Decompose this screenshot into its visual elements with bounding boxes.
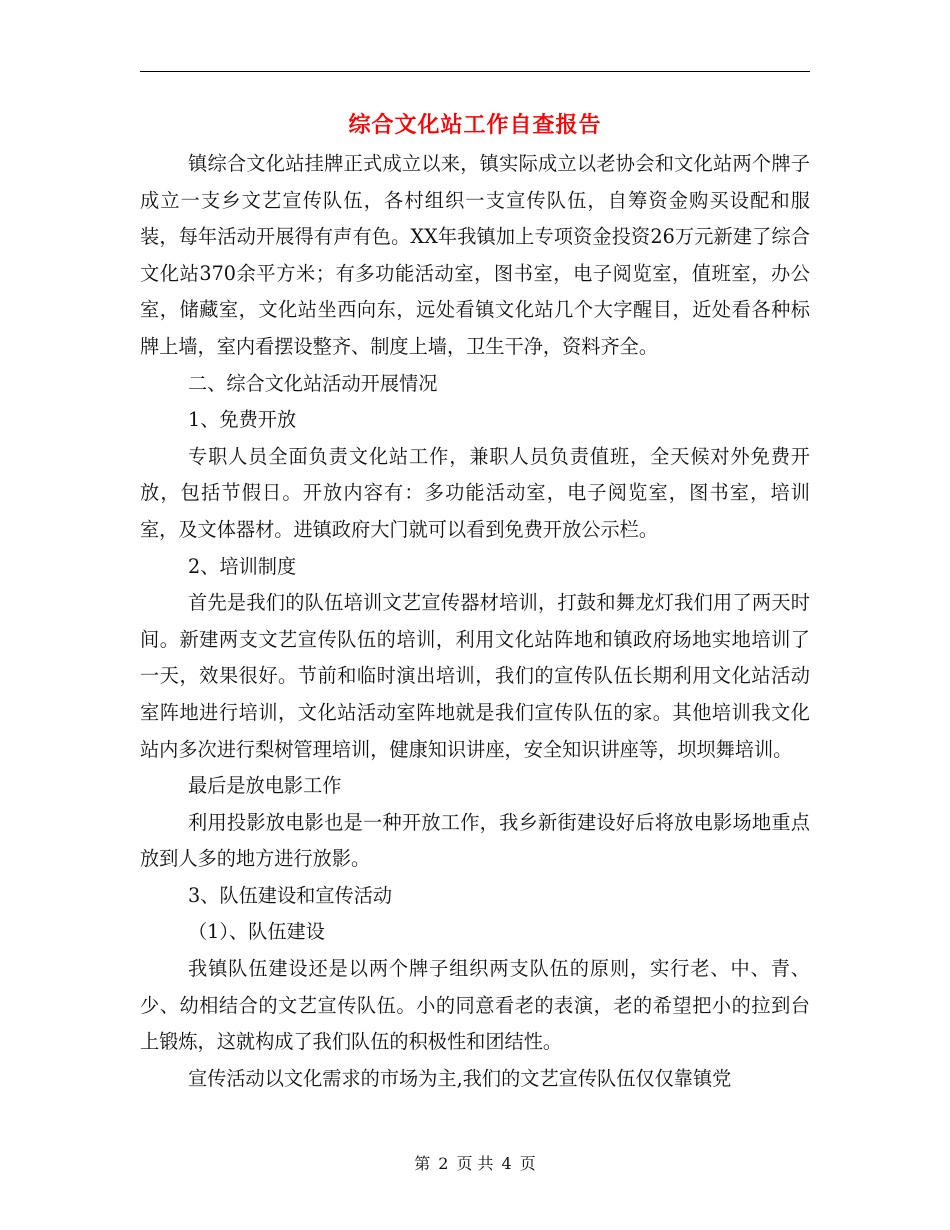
subheading-team-publicity: 3、队伍建设和宣传活动 [188, 883, 393, 907]
paragraph-film: 利用投影放电影也是一种开放工作，我乡新街建设好后将放电影场地重点放到人多的地方进行放影。 [140, 810, 810, 871]
paragraph-training: 首先是我们的队伍培训文艺宣传器材培训，打鼓和舞龙灯我们用了两天时间。新建两支文艺宣传队伍的培训，利用文化站阵地和镇政府场地实地培训了一天，效果很好。节前和临时演出培训，我们的宣传队伍长期利用文化站活动室阵地进行培训，文化站活动室阵地就是我们宣传队伍的家。其他培训我文化站内多次进行梨树管理培训，健康知识讲座，安全知识讲座等，坝坝舞培训。 [140, 591, 810, 761]
footer-prefix: 第 [414, 1154, 431, 1173]
header-rule [140, 71, 810, 72]
paragraph-intro: 镇综合文化站挂牌正式成立以来，镇实际成立以老协会和文化站两个牌子成立一支乡文艺宣传队伍，各村组织一支宣传队伍，自筹资金购买设配和服装，每年活动开展得有声有色。XX年我镇加上专项资金投资26万元新建了综合文化站370余平方米；有多功能活动室，图书室，电子阅览室，值班室，办公室，储藏室，文化站坐西向东，远处看镇文化站几个大字醒目，近处看各种标牌上墙，室内看摆设整齐、制度上墙，卫生干净，资料齐全。 [140, 152, 810, 358]
paragraph-publicity: 宣传活动以文化需求的市场为主,我们的文艺宣传队伍仅仅靠镇党 [188, 1066, 732, 1090]
footer-current-page: 2 [438, 1154, 449, 1173]
document-body [140, 146, 810, 1097]
paragraph-team-building: 我镇队伍建设还是以两个牌子组织两支队伍的原则，实行老、中、青、少、幼相结合的文艺宣传队伍。小的同意看老的表演，老的希望把小的拉到台上锻炼，这就构成了我们队伍的积极性和团结性。 [140, 957, 810, 1054]
page-footer [0, 1151, 950, 1177]
section-heading-activities: 二、综合文化站活动开展情况 [188, 371, 438, 395]
footer-mid: 页 共 [456, 1154, 494, 1173]
footer-total-pages: 4 [501, 1154, 512, 1173]
subheading-training: 2、培训制度 [188, 554, 297, 578]
paragraph-free-opening: 专职人员全面负责文化站工作，兼职人员负责值班，全天候对外免费开放，包括节假日。开放内容有：多功能活动室，电子阅览室，图书室，培训室，及文体器材。进镇政府大门就可以看到免费开放公示栏。 [140, 444, 810, 541]
subheading-film: 最后是放电影工作 [188, 774, 342, 798]
subheading-team-building: （1）、队伍建设 [188, 920, 325, 944]
footer-suffix: 页 [519, 1154, 536, 1173]
subheading-free-opening: 1、免费开放 [188, 408, 297, 432]
document-title: 综合文化站工作自查报告 [348, 113, 602, 138]
